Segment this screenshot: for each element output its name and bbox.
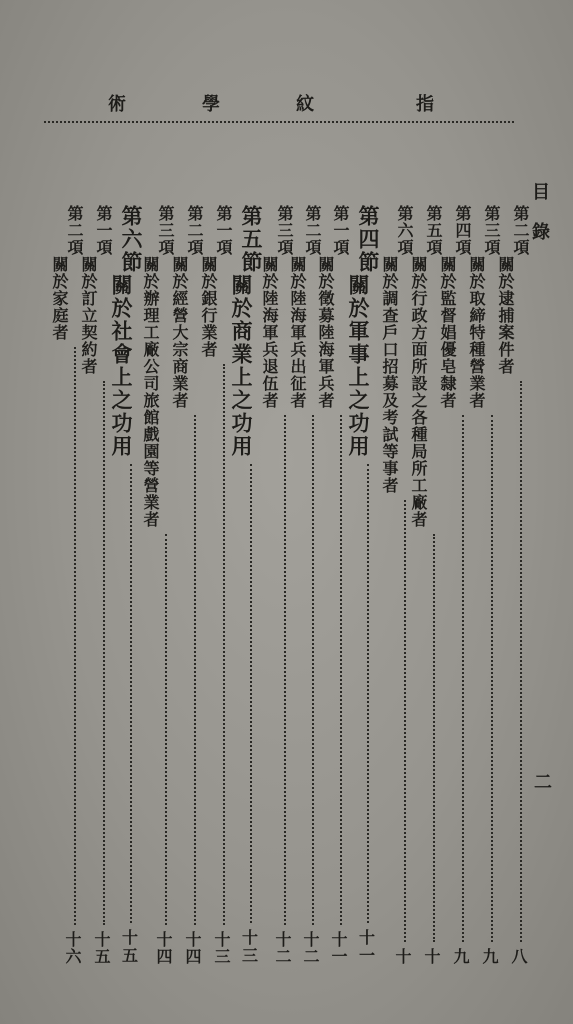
entry-label: 第三項	[275, 205, 294, 256]
toc-entry[interactable]	[48, 205, 101, 965]
entry-page: 十一	[356, 929, 376, 965]
header-char: 學	[202, 94, 220, 115]
entry-page: 十六	[63, 931, 82, 965]
leader-dots	[250, 464, 252, 923]
header-char: 指	[416, 94, 434, 115]
section-text: 關於軍事上之功用	[346, 274, 371, 458]
header-char: 術	[108, 94, 126, 115]
leader-dots	[340, 415, 342, 925]
leader-dots	[223, 364, 225, 925]
leader-dots	[312, 415, 314, 925]
entry-page: 九	[451, 948, 470, 965]
section-label: 第四節	[356, 205, 381, 274]
section-text: 關於商業上之功用	[229, 274, 254, 458]
page-number: 二	[531, 772, 552, 790]
header-rule	[44, 121, 514, 123]
leader-dots	[404, 500, 406, 942]
entry-text: 關於監督娼優皂隸者	[438, 256, 457, 409]
entry-label: 第二項	[185, 205, 204, 256]
entry-page: 十三	[212, 931, 231, 965]
entry-text: 關於徵募陸海軍兵者	[316, 256, 335, 409]
entry-text: 關於銀行業者	[199, 256, 218, 358]
entry-page: 十五	[92, 931, 111, 965]
entry-text: 關於行政方面所設之各種局所工廠者	[409, 256, 428, 528]
entry-page: 十二	[273, 931, 292, 965]
entry-page: 十四	[154, 931, 173, 965]
entry-label: 第四項	[453, 205, 472, 256]
entry-label: 第二項	[303, 205, 322, 256]
entry-page: 八	[509, 948, 528, 965]
leader-dots	[520, 381, 522, 942]
entry-text: 關於逮捕案件者	[496, 256, 515, 375]
leader-dots	[284, 415, 286, 925]
section-label: 第五節	[239, 205, 264, 274]
entry-text: 關於訂立契約者	[79, 256, 98, 375]
entry-page: 十三	[239, 929, 259, 965]
entry-label: 第六項	[395, 205, 414, 256]
entry-text: 關於調查戶口招募及考試等事者	[380, 256, 399, 494]
entry-text: 關於陸海軍兵出征者	[288, 256, 307, 409]
leader-dots	[433, 534, 435, 942]
entry-label: 第五項	[424, 205, 443, 256]
entry-label: 第一項	[94, 205, 113, 256]
entry-label: 第二項	[65, 205, 84, 256]
entry-page: 十四	[183, 931, 202, 965]
entry-page: 十	[422, 948, 441, 965]
entry-label: 第三項	[156, 205, 175, 256]
leader-dots	[130, 464, 132, 923]
running-header	[0, 90, 573, 120]
leader-dots	[74, 347, 76, 925]
entry-label: 第三項	[482, 205, 501, 256]
leader-dots	[165, 534, 167, 925]
toc-title: 目錄	[529, 182, 550, 262]
section-text: 關於社會上之功用	[109, 274, 134, 458]
leader-dots	[367, 464, 369, 923]
leader-dots	[194, 415, 196, 925]
entry-page: 十	[393, 948, 412, 965]
entry-page: 十五	[119, 929, 139, 965]
header-char: 紋	[296, 94, 314, 115]
entry-text: 關於陸海軍兵退伍者	[260, 256, 279, 409]
entry-text: 關於取締特種營業者	[467, 256, 486, 409]
entry-label: 第一項	[331, 205, 350, 256]
entry-page: 十一	[329, 931, 348, 965]
entry-label: 第一項	[214, 205, 233, 256]
leader-dots	[462, 415, 464, 942]
section-label: 第六節	[119, 205, 144, 274]
leader-dots	[103, 381, 105, 925]
entry-page: 九	[480, 948, 499, 965]
entry-text: 關於家庭者	[50, 256, 69, 341]
entry-text: 關於辦理工廠公司旅館戲園等營業者	[141, 256, 160, 528]
entry-page: 十二	[301, 931, 320, 965]
leader-dots	[491, 415, 493, 942]
entry-text: 關於經營大宗商業者	[170, 256, 189, 409]
entry-label: 第二項	[511, 205, 530, 256]
